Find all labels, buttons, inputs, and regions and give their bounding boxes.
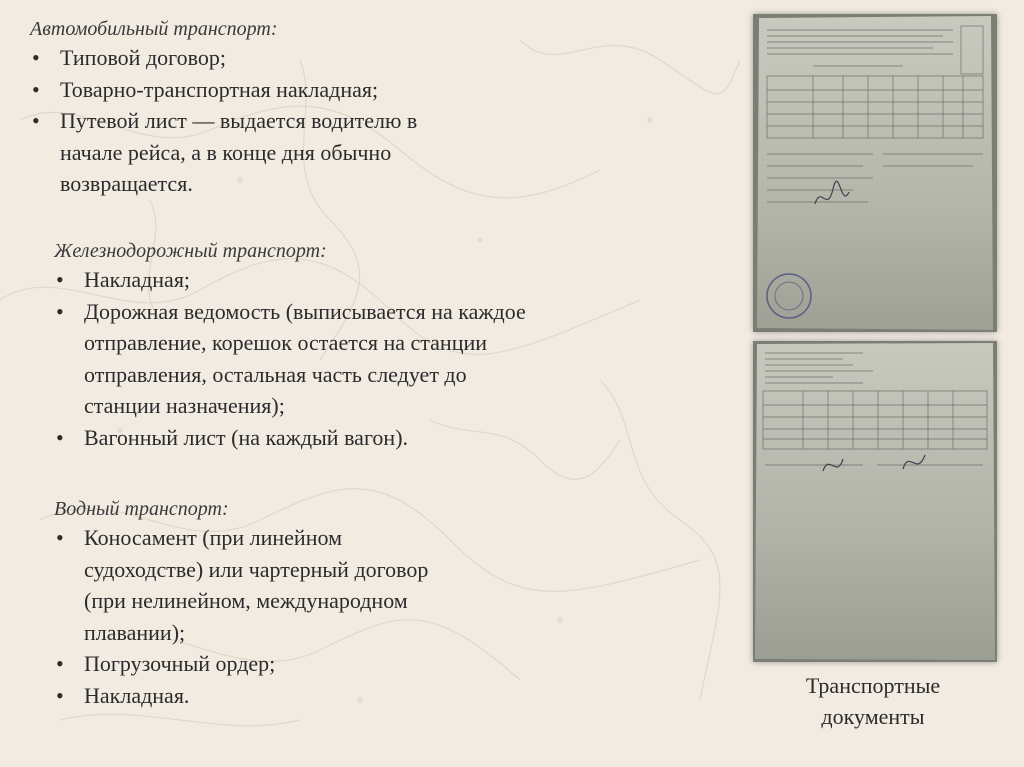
- list-item: [30, 42, 590, 74]
- water-transport-section: [54, 496, 524, 711]
- rail-transport-section: [54, 238, 654, 453]
- list-item-continuation: [54, 390, 654, 422]
- list-item-continuation: [30, 168, 590, 200]
- rail-transport-heading: Железнодорожный транспорт:: [54, 240, 327, 262]
- list-item-text: возвращается.: [60, 171, 193, 196]
- transport-document-photo-1: [753, 14, 997, 332]
- list-item-text: (при нелинейном, международном: [84, 588, 408, 613]
- list-item: [54, 422, 654, 454]
- list-item-text: плавании);: [84, 619, 186, 645]
- document-image: [753, 341, 997, 662]
- water-transport-list: [54, 522, 524, 711]
- water-transport-heading: Водный транспорт:: [54, 498, 229, 520]
- list-item-text: Дорожная ведомость (выписывается на каждое: [84, 298, 526, 324]
- list-item-text: Типовой договор;: [60, 45, 226, 70]
- bullet-icon: •: [32, 45, 40, 70]
- list-item-text: Вагонный лист (на каждый вагон).: [84, 424, 409, 450]
- bullet-icon: •: [56, 651, 64, 676]
- list-item-continuation: [54, 327, 654, 359]
- list-item-continuation: [54, 359, 654, 391]
- list-item: [30, 105, 590, 137]
- list-item: [54, 680, 524, 712]
- rail-transport-list: [54, 264, 654, 453]
- list-item: [54, 648, 524, 680]
- list-item-text: Накладная;: [84, 267, 191, 292]
- bullet-icon: •: [56, 267, 64, 292]
- list-item: [54, 264, 654, 296]
- auto-transport-heading: Автомобильный транспорт:: [30, 18, 278, 40]
- list-item-text: Накладная.: [84, 682, 190, 708]
- caption-line-1: Транспортные: [805, 673, 941, 698]
- bullet-icon: •: [32, 76, 40, 102]
- list-item-text: Товарно-транспортная накладная;: [60, 76, 379, 102]
- bullet-icon: •: [56, 682, 64, 708]
- list-item-continuation: [54, 554, 524, 586]
- bullet-icon: •: [56, 298, 64, 324]
- transport-document-photo-2: [753, 341, 997, 662]
- list-item-text: Коносамент (при линейном: [84, 525, 342, 550]
- list-item-text: отправление, корешок остается на станции: [84, 330, 488, 355]
- bullet-icon: •: [56, 525, 64, 550]
- photo-caption: [762, 670, 984, 732]
- list-item-text: отправления, остальная часть следует до: [84, 361, 467, 387]
- list-item: [54, 296, 654, 328]
- list-item-continuation: [54, 585, 524, 617]
- list-item: [54, 522, 524, 554]
- list-item-text: Погрузочный ордер;: [84, 651, 276, 676]
- list-item: [30, 74, 590, 106]
- list-item-text: начале рейса, а в конце дня обычно: [60, 139, 392, 165]
- document-image: [753, 14, 997, 332]
- list-item-continuation: [30, 137, 590, 169]
- bullet-icon: •: [32, 108, 40, 133]
- list-item-continuation: [54, 617, 524, 649]
- list-item-text: судоходстве) или чартерный договор: [84, 556, 429, 582]
- auto-transport-list: [30, 42, 590, 200]
- bullet-icon: •: [56, 424, 64, 450]
- list-item-text: Путевой лист — выдается водителю в: [60, 108, 418, 133]
- caption-line-2: документы: [821, 704, 925, 729]
- auto-transport-section: [30, 16, 590, 200]
- list-item-text: станции назначения);: [84, 393, 285, 418]
